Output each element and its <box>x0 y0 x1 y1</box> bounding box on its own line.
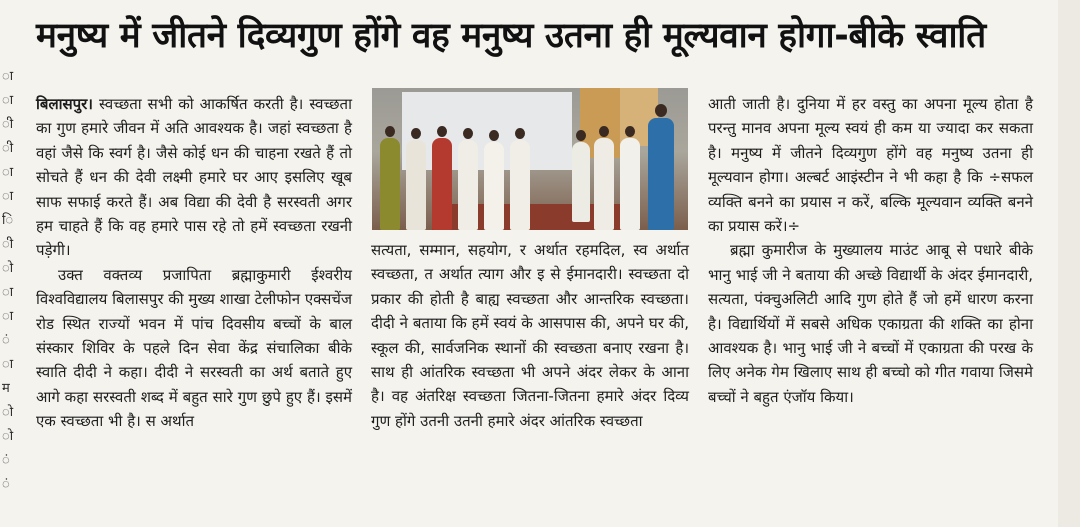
person-figure <box>620 138 640 230</box>
person-figure <box>484 142 504 230</box>
person-figure <box>380 138 400 230</box>
event-photo <box>372 88 688 230</box>
person-figure <box>458 140 478 230</box>
dateline: बिलासपुर। <box>36 95 93 113</box>
person-figure <box>432 138 452 230</box>
gutter-char: ा <box>2 93 14 108</box>
left-gutter-fragments <box>0 0 22 527</box>
article-headline: मनुष्य में जीतने दिव्यगुण होंगे वह मनुष्य उतना ही मूल्यवान होगा-बीके स्वाति <box>36 16 986 56</box>
person-head <box>437 126 447 137</box>
gutter-char: म <box>2 381 10 396</box>
gutter-char: ा <box>2 285 14 300</box>
gutter-char: ा <box>2 165 14 180</box>
paragraph-5: ब्रह्मा कुमारीज के मुख्यालय माउंट आबू से पधारे बीके भानु भाई जी ने बताया की अच्छे विद्यार्थी के अंदर ईमानदारी, सत्यता, पंक्चुअलिटी आदि गुण होते हैं जो हमें धारण करना है। विद्यार्थियों में सबसे अधिक एकाग्रता की शक्ति का होना आवश्यक है। भानु भाई जी ने बच्चों में एकाग्रता की परख के लिए अनेक गेम खिलाए साथ ही बच्चो को गीत गवाया जिसमे बच्चों ने बहुत एंजॉय किया। <box>708 241 1033 406</box>
person-figure <box>510 140 530 230</box>
person-figure <box>406 140 426 230</box>
gutter-char: ी <box>2 237 14 252</box>
gutter-char: ी <box>2 117 14 132</box>
article-column-1 <box>36 92 352 434</box>
article-column-3 <box>708 92 1033 409</box>
person-head <box>489 130 499 141</box>
gutter-char: ि <box>2 213 14 228</box>
article-column-2 <box>371 238 689 433</box>
person-head <box>576 130 586 141</box>
paragraph-2: उक्त वक्तव्य प्रजापिता ब्रह्माकुमारी ईश्वरीय विश्वविद्यालय बिलासपुर की मुख्य शाखा टेलीफोन एक्सचेंज रोड स्थित राज्यों भवन में पांच दिवसीय बच्चों के बाल संस्कार शिविर के पहले दिन सेवा केंद्र संचालिका बीके स्वाति दीदी ने कहा। दीदी ने सरस्वती का अर्थ बताते हुए आगे कहा सरस्वती शब्द में बहुत सारे गुण छुपे हुए हैं। इसमें एक स्वच्छता भी है। स अर्थात <box>36 265 352 431</box>
person-head <box>599 126 609 137</box>
paragraph-text: स्वच्छता सभी को आकर्षित करती है। स्वच्छता का गुण हमारे जीवन में अति आवश्यक है। जहां स्वच्छता है वहां जैसे कि स्वर्ग है। जैसे कोई धन की चाहना रखते हैं तो सोचते हैं धन की देवी लक्ष्मी हमारे घर आए इसलिए खूब साफ सफाई करते हैं। अब विद्या की देवी है सरस्वती अगर हम चाहते हैं कि वह हमारे पास रहे तो हमें स्वच्छता रखनी पड़ेगी। <box>36 95 352 260</box>
person-head <box>625 126 635 137</box>
gutter-char: ो <box>2 261 14 276</box>
person-head <box>515 128 525 139</box>
paragraph-4: आती जाती है। दुनिया में हर वस्तु का अपना मूल्य होता है परन्तु मानव अपना मूल्य स्वयं ही कम या ज्यादा कर सकता है। मनुष्य में जीतने दिव्यगुण होंगे वह मनुष्य उतना ही मूल्यवान होगा। अल्बर्ट आइंस्टीन ने भी कहा है कि ÷सफल व्यक्ति बनने का प्रयास न करें, बल्कि मूल्यवान व्यक्ति बनने का प्रयास करें।÷ <box>708 95 1033 236</box>
gutter-char: ा <box>2 309 14 324</box>
person-head <box>411 128 421 139</box>
person-head <box>655 104 667 117</box>
gutter-char: ा <box>2 357 14 372</box>
gutter-char: ा <box>2 69 14 84</box>
paragraph-1 <box>36 92 352 263</box>
gutter-char: ं <box>2 453 10 468</box>
gutter-char: ं <box>2 333 10 348</box>
person-head <box>463 128 473 139</box>
person-figure <box>572 142 590 222</box>
person-figure <box>594 138 614 230</box>
person-head <box>385 126 395 137</box>
person-figure <box>648 118 674 230</box>
gutter-char: ो <box>2 405 14 420</box>
right-page-edge <box>1058 0 1080 527</box>
paragraph-3: सत्यता, सम्मान, सहयोग, र अर्थात रहमदिल, स्व अर्थात स्वच्छता, त अर्थात त्याग और इ से ईमानदारी। स्वच्छता दो प्रकार की होती है बाह्य स्वच्छता और आन्तरिक स्वच्छता। दीदी ने बताया कि हमें स्वयं के आसपास की, अपने घर की, स्कूल की, सार्वजनिक स्थानों की स्वच्छता बनाए रखना है। साथ ही आंतरिक स्वच्छता भी अपने अंदर लेकर के आना है। वह अंतरिक्ष स्वच्छता जितना-जितना हमारे अंदर दिव्य गुण होंगे उतनी उतनी हमारे अंदर आंतरिक स्वच्छता <box>371 241 689 430</box>
gutter-char: ा <box>2 189 14 204</box>
gutter-char: ो <box>2 429 14 444</box>
gutter-char: ं <box>2 477 10 492</box>
gutter-char: ी <box>2 141 14 156</box>
